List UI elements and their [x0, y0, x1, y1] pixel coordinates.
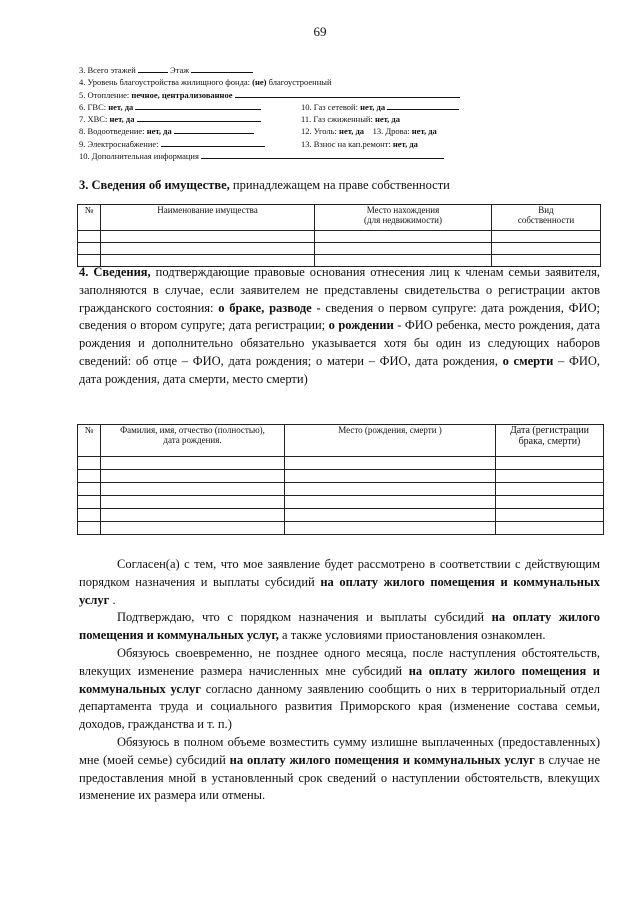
table-row[interactable]	[78, 496, 604, 509]
gas-network-options[interactable]: нет, да	[360, 101, 386, 112]
col-full-name: Фамилия, имя, отчество (полностью), дата рождения.	[101, 425, 285, 457]
civil-records-table-header	[78, 425, 604, 457]
civil-records-table	[77, 424, 604, 535]
statements	[79, 556, 600, 805]
col-place: Место (рождения, смерти )	[285, 425, 496, 457]
comfort-option-not[interactable]: (не)	[252, 77, 267, 88]
table-row[interactable]	[78, 509, 604, 522]
floors-count-line[interactable]	[138, 64, 168, 73]
coal-options[interactable]: нет, да	[339, 126, 365, 137]
property-table	[77, 204, 601, 267]
heating-line[interactable]	[235, 89, 460, 98]
table-row[interactable]	[78, 483, 604, 496]
table-row[interactable]	[78, 522, 604, 535]
col-property-name: Наименование имущества	[101, 205, 315, 231]
statement-refund: Обязуюсь в полном объеме возместить сумму излишне выплаченных (предоставленных) мне (моей семье) субсидий на оплату жилого помещения и коммунальных услуг в случае не предоставления мной в установленный срок сведений о наступлении обстоятельств, влекущих изменение их размера или отмены.	[79, 734, 600, 803]
hot-water-options[interactable]: нет, да	[108, 101, 134, 112]
additional-info-line[interactable]	[201, 150, 444, 159]
table-row[interactable]	[78, 231, 601, 243]
heating-options[interactable]: печное, централизованное	[131, 89, 233, 100]
firewood-options[interactable]: нет, да	[411, 126, 437, 137]
col-location: Место нахождения (для недвижимости)	[315, 205, 492, 231]
col-date: Дата (регистрации брака, смерти)	[496, 425, 604, 457]
section-4-text: 4. Сведения, подтверждающие правовые основания отнесения лиц к членам семьи заявителя, заполняются в случае, если заявителем не представлены свидетельства о регистрации актов гражданского состояния: о браке, разводе - сведения о первом супруге: дата рождения, ФИО; сведения о втором супруге; дата регистрации; о рождении - ФИО ребенка, место рождения, дата рождения и дополнительно обязательно указывается хотя бы один из следующих наборов сведений: об отце – ФИО, дата рождения; о матери – ФИО, дата рождения, о смерти – ФИО, дата рождения, дата смерти, место смерти)	[79, 265, 600, 386]
gas-network-line[interactable]	[387, 101, 459, 110]
table-row[interactable]	[78, 470, 604, 483]
field-hot-water: 6. ГВС: нет, да 10. Газ сетевой: нет, да	[79, 101, 499, 113]
drainage-line[interactable]	[174, 125, 254, 134]
table-row[interactable]	[78, 243, 601, 255]
col-number: №	[78, 205, 101, 231]
field-cold-water: 7. ХВС: нет, да 11. Газ сжиженный: нет, да	[79, 114, 400, 125]
col-ownership-type: Вид собственности	[492, 205, 601, 231]
liquefied-gas-options[interactable]: нет, да	[374, 114, 400, 125]
field-drainage: 8. Водоотведение: нет, да 12. Уголь: нет, да 13. Дрова: нет, да	[79, 126, 437, 137]
field-electricity: 9. Электроснабжение: 13. Взнос на кап.ремонт: нет, да	[79, 138, 418, 149]
field-additional-info: 10. Дополнительная информация	[79, 150, 499, 162]
housing-fields	[79, 64, 499, 162]
statement-confirm: Подтверждаю, что с порядком назначения и выплаты субсидий на оплату жилого помещения и коммунальных услуг, а также условиями приостановления ознакомлен.	[79, 610, 600, 643]
field-comfort-level: 4. Уровень благоустройства жилищного фонда: (не) благоустроенный	[79, 77, 332, 88]
capital-repair-options[interactable]: нет, да	[392, 138, 418, 149]
cold-water-options[interactable]: нет, да	[109, 114, 135, 125]
col-number: №	[78, 425, 101, 457]
cold-water-line[interactable]	[137, 113, 261, 122]
property-table-header	[78, 205, 601, 231]
field-heating: 5. Отопление: печное, централизованное	[79, 89, 499, 101]
statement-notify: Обязуюсь своевременно, не позднее одного месяца, после наступления обстоятельств, влекущих изменение размера начисленных мне субсидий на оплату жилого помещения и коммунальных услуг согласно данному заявлению сообщить о них в территориальный отдел департамента труда и социального развития Приморского края (изменение состава семьи, доходов, гражданства и т. п.)	[79, 645, 601, 732]
page-number: 69	[313, 24, 327, 39]
hot-water-line[interactable]	[135, 101, 261, 110]
section-3-title: 3. Сведения об имуществе, принадлежащем на праве собственности	[79, 178, 450, 192]
table-row[interactable]	[78, 457, 604, 470]
drainage-options[interactable]: нет, да	[146, 126, 172, 137]
electricity-line[interactable]	[161, 138, 265, 147]
field-floors: 3. Всего этажей Этаж	[79, 64, 499, 76]
floor-line[interactable]	[191, 64, 253, 73]
statement-agree: Согласен(а) с тем, что мое заявление будет рассмотрено в соответствии с действующим порядком назначения и выплаты субсидий на оплату жилого помещения и коммунальных услуг .	[79, 557, 600, 607]
